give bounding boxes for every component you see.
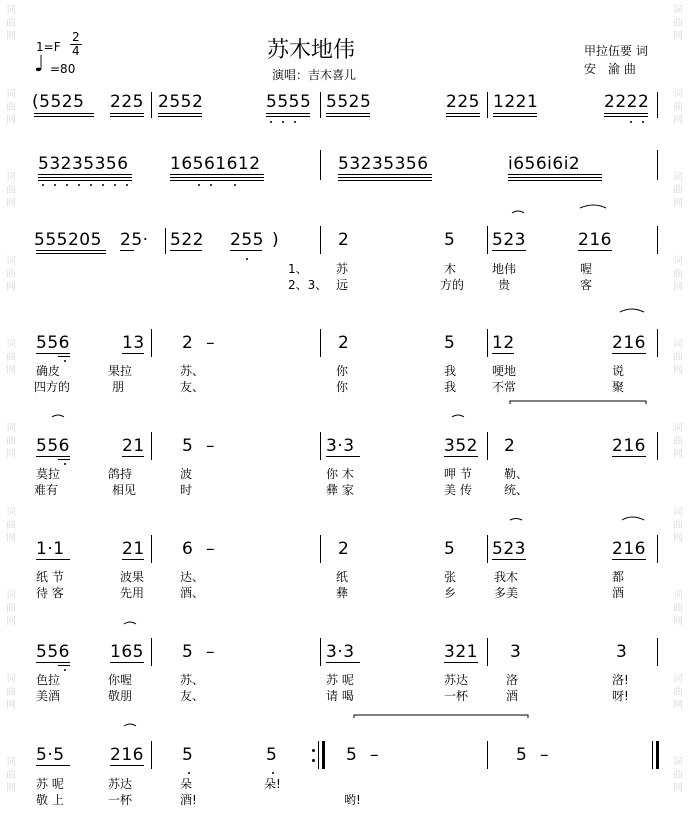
watermark-char: 曲	[6, 185, 16, 197]
lyric: 你喔	[108, 673, 133, 687]
watermark-char: 网	[6, 616, 16, 628]
lyric: 敬朋	[108, 689, 133, 703]
note-group: 2	[338, 539, 350, 559]
watermark-char: 曲	[673, 352, 683, 364]
note-group: 21	[122, 539, 145, 559]
lyric: 多美	[494, 586, 519, 600]
lyric: 方的	[440, 278, 465, 292]
note-group: 5525	[326, 92, 372, 112]
lyric: 苏达	[444, 673, 469, 687]
watermark-char: 曲	[6, 770, 16, 782]
note-group: 5	[516, 745, 528, 765]
note-group: 5	[346, 745, 358, 765]
lyric: 你	[336, 380, 349, 394]
note-group: 5	[182, 436, 194, 456]
note-group: 225	[446, 92, 480, 112]
watermark-char: 词	[673, 172, 683, 184]
lyric: 待 客	[36, 586, 64, 600]
watermark-char: 网	[6, 31, 16, 42]
lyric: 时	[180, 483, 193, 497]
note-group: 2	[504, 436, 516, 456]
watermark-char: 曲	[673, 101, 683, 113]
lyric: 木	[444, 262, 457, 276]
lyric: 一杯	[108, 793, 133, 807]
note-group: 12	[492, 333, 515, 353]
watermark-char: 词	[6, 590, 16, 602]
watermark-char: 网	[673, 198, 683, 210]
dash: –	[540, 745, 549, 765]
note-group: 216	[612, 436, 646, 456]
lyric: 友、	[180, 380, 205, 394]
note-group: 5·5	[36, 745, 65, 765]
time-signature-bottom: 4	[72, 44, 80, 58]
note-group: 21	[122, 436, 145, 456]
lyric: 远	[336, 278, 349, 292]
note-group: 321	[444, 642, 478, 662]
lyric: 我	[444, 380, 457, 394]
note-group: i656i6i2	[508, 154, 581, 174]
verse-number: 1、	[288, 262, 308, 276]
watermark-char: 曲	[673, 18, 683, 29]
verse-number: 2、3、	[288, 278, 328, 292]
watermark-char: 曲	[6, 101, 16, 113]
watermark-char: 曲	[6, 435, 16, 447]
slur	[124, 724, 136, 726]
lyric: 酒、	[180, 586, 205, 600]
watermark-char: 曲	[6, 18, 16, 29]
dash: –	[206, 333, 215, 353]
lyric: 聚	[612, 380, 625, 394]
lyric: 你	[336, 364, 349, 378]
watermark-char: 网	[673, 699, 683, 711]
watermark-char: 曲	[6, 519, 16, 531]
note-group: 1·1	[36, 539, 65, 559]
watermark-char: 网	[6, 532, 16, 544]
note-group: 5	[182, 745, 194, 765]
watermark-char: 网	[6, 365, 16, 377]
watermark-char: 词	[6, 5, 16, 16]
watermark-char: 网	[673, 114, 683, 126]
key-signature: 1=F	[36, 40, 61, 54]
lyric: 敬 上	[36, 793, 64, 807]
note-group: 523	[492, 539, 526, 559]
lyric: 友、	[180, 689, 205, 703]
watermark-char: 词	[673, 88, 683, 100]
lyric: 美 传	[444, 483, 472, 497]
watermark-char: 词	[6, 255, 16, 267]
slur	[52, 415, 64, 417]
note-group: 523	[492, 230, 526, 250]
watermark-char: 网	[6, 198, 16, 210]
lyric: 果拉	[108, 364, 133, 378]
lyric: 不常	[492, 380, 517, 394]
lyric: 你 木	[326, 467, 354, 481]
lyric: 酒	[506, 689, 519, 703]
watermark-char: 网	[6, 281, 16, 293]
note-group: 2222	[604, 92, 650, 112]
note-group: 216	[578, 230, 612, 250]
lyric: 都	[612, 570, 625, 584]
watermark-char: 曲	[6, 686, 16, 698]
lyric: 乡	[444, 586, 457, 600]
note-group: 352	[444, 436, 478, 456]
lyric: 纸	[336, 570, 349, 584]
watermark-char: 词	[6, 757, 16, 769]
slur	[620, 309, 644, 312]
watermark-char: 词	[6, 339, 16, 351]
note-group: 165	[110, 642, 144, 662]
note-group: 555205	[34, 230, 102, 250]
time-signature-top: 2	[72, 30, 80, 44]
note-group: 5	[444, 230, 456, 250]
lyric: 朵!	[264, 777, 281, 791]
note-group: 2	[338, 333, 350, 353]
lyric: 客	[580, 278, 593, 292]
note-group: 3·3	[326, 436, 355, 456]
note-group: 3·3	[326, 642, 355, 662]
dash: –	[370, 745, 379, 765]
lyric: 彝	[336, 586, 349, 600]
note-group: 16561612	[170, 154, 261, 174]
note-group: 5555	[266, 92, 312, 112]
lyric: 我木	[494, 570, 519, 584]
note-group: (5525	[32, 92, 85, 112]
tie-bracket	[510, 401, 646, 404]
watermark-char: 词	[673, 422, 683, 434]
note-group: 3	[510, 642, 522, 662]
watermark-char: 曲	[673, 770, 683, 782]
song-title: 苏木地伟	[267, 38, 356, 63]
tempo-value: =80	[50, 62, 76, 76]
lyric: 统、	[504, 483, 529, 497]
note-group: 2	[338, 230, 350, 250]
tie-bracket	[354, 715, 528, 718]
lyric: 呀!	[612, 689, 629, 703]
lyric: 请 喝	[326, 689, 354, 703]
note-group: 556	[36, 642, 70, 662]
lyric: 地伟	[492, 262, 517, 276]
lyric: 贵	[498, 278, 511, 292]
note-group: 13	[122, 333, 145, 353]
lyric: 纸 节	[36, 570, 64, 584]
watermark-char: 词	[673, 339, 683, 351]
lyric: 四方的	[34, 380, 71, 394]
watermark-char: 词	[6, 422, 16, 434]
watermark-char: 词	[6, 88, 16, 100]
watermark-char: 词	[673, 255, 683, 267]
watermark-char: 曲	[6, 352, 16, 364]
watermark-char: 曲	[673, 185, 683, 197]
watermark-char: 网	[673, 365, 683, 377]
note-group: 6	[182, 539, 194, 559]
lyric: 朋	[112, 380, 125, 394]
watermark-char: 词	[673, 590, 683, 602]
lyric: 美酒	[36, 689, 61, 703]
dash: –	[206, 642, 215, 662]
note-group: 216	[110, 745, 144, 765]
watermark-char: 曲	[6, 603, 16, 615]
note-group: 53235356	[338, 154, 429, 174]
lyric: 张	[444, 570, 457, 584]
composer-credit: 安 渝 曲	[584, 62, 636, 76]
lyric: 哟!	[344, 793, 361, 807]
lyric: 苏 呢	[36, 777, 64, 791]
note-group: 5	[266, 745, 278, 765]
lyric: 波果	[120, 570, 145, 584]
note-group: 556	[36, 333, 70, 353]
lyric: 彝 家	[326, 483, 354, 497]
note-group: 5	[444, 539, 456, 559]
watermark-char: 网	[6, 783, 16, 795]
watermark-char: 曲	[673, 435, 683, 447]
dash: –	[206, 436, 215, 456]
lyric: 相见	[112, 483, 137, 497]
note-group: 216	[612, 333, 646, 353]
watermark-char: 网	[673, 616, 683, 628]
lyric: 苏、	[180, 673, 205, 687]
watermark-char: 网	[673, 281, 683, 293]
watermark-char: 网	[673, 532, 683, 544]
lyric: 莫拉	[36, 467, 61, 481]
lyric: 酒!	[180, 793, 197, 807]
lyric: 苏 呢	[326, 673, 354, 687]
paren-close: )	[272, 230, 280, 250]
lyric: 哽地	[492, 364, 517, 378]
watermark-char: 词	[6, 673, 16, 685]
lyricist-credit: 甲拉伍要 词	[584, 44, 648, 58]
note-group: 556	[36, 436, 70, 456]
slur	[124, 622, 136, 624]
lyric: 苏	[336, 262, 349, 276]
lyric: 一杯	[444, 689, 469, 703]
watermark-char: 词	[673, 5, 683, 16]
slur	[622, 517, 644, 520]
note-group: 522	[170, 230, 204, 250]
lyric: 喔	[580, 262, 593, 276]
note-group: 225	[110, 92, 144, 112]
note-group: 216	[612, 539, 646, 559]
lyric: 苏、	[180, 364, 205, 378]
lyric: 勒、	[504, 467, 529, 481]
lyric: 先用	[120, 586, 145, 600]
watermark-char: 曲	[673, 603, 683, 615]
lyric: 达、	[180, 570, 205, 584]
watermark-char: 网	[673, 448, 683, 460]
watermark-char: 曲	[673, 268, 683, 280]
lyric: 洛	[506, 673, 519, 687]
note-group: 2552	[158, 92, 204, 112]
singer-credit: 演唱：吉木喜儿	[272, 68, 357, 82]
note-group: 1221	[493, 92, 539, 112]
lyric: 波	[180, 467, 193, 481]
watermark-char: 网	[6, 114, 16, 126]
quarter-note-icon: ♩	[34, 52, 45, 77]
watermark-char: 词	[6, 172, 16, 184]
lyric: 我	[444, 364, 457, 378]
lyric: 说	[612, 364, 625, 378]
slur	[510, 519, 522, 521]
watermark-char: 词	[673, 757, 683, 769]
watermark-char: 网	[6, 448, 16, 460]
watermark-char: 网	[6, 699, 16, 711]
watermark-char: 曲	[6, 268, 16, 280]
lyric: 确皮	[36, 364, 61, 378]
lyric: 洛!	[612, 673, 629, 687]
watermark-char: 词	[673, 673, 683, 685]
slur	[580, 205, 606, 208]
note-group: 53235356	[38, 154, 129, 174]
watermark-char: 词	[6, 506, 16, 518]
slur	[452, 415, 464, 417]
watermark-char: 网	[673, 783, 683, 795]
note-group: 2	[182, 333, 194, 353]
watermark-char: 词	[673, 506, 683, 518]
dash: –	[206, 539, 215, 559]
note-group: 25·	[120, 230, 149, 250]
lyric: 难有	[34, 483, 59, 497]
watermark-char: 曲	[673, 686, 683, 698]
lyric: 酒	[612, 586, 625, 600]
lyric: 苏达	[108, 777, 133, 791]
slur	[512, 211, 524, 213]
note-group: 5	[182, 642, 194, 662]
lyric: 色拉	[36, 673, 61, 687]
watermark-char: 曲	[673, 519, 683, 531]
note-group: 5	[444, 333, 456, 353]
watermark-char: 网	[673, 31, 683, 42]
lyric: 呷 节	[444, 467, 472, 481]
lyric: 鸽持	[108, 467, 133, 481]
note-group: 3	[616, 642, 628, 662]
lyric: 朵	[180, 777, 193, 791]
note-group: 255	[230, 230, 264, 250]
